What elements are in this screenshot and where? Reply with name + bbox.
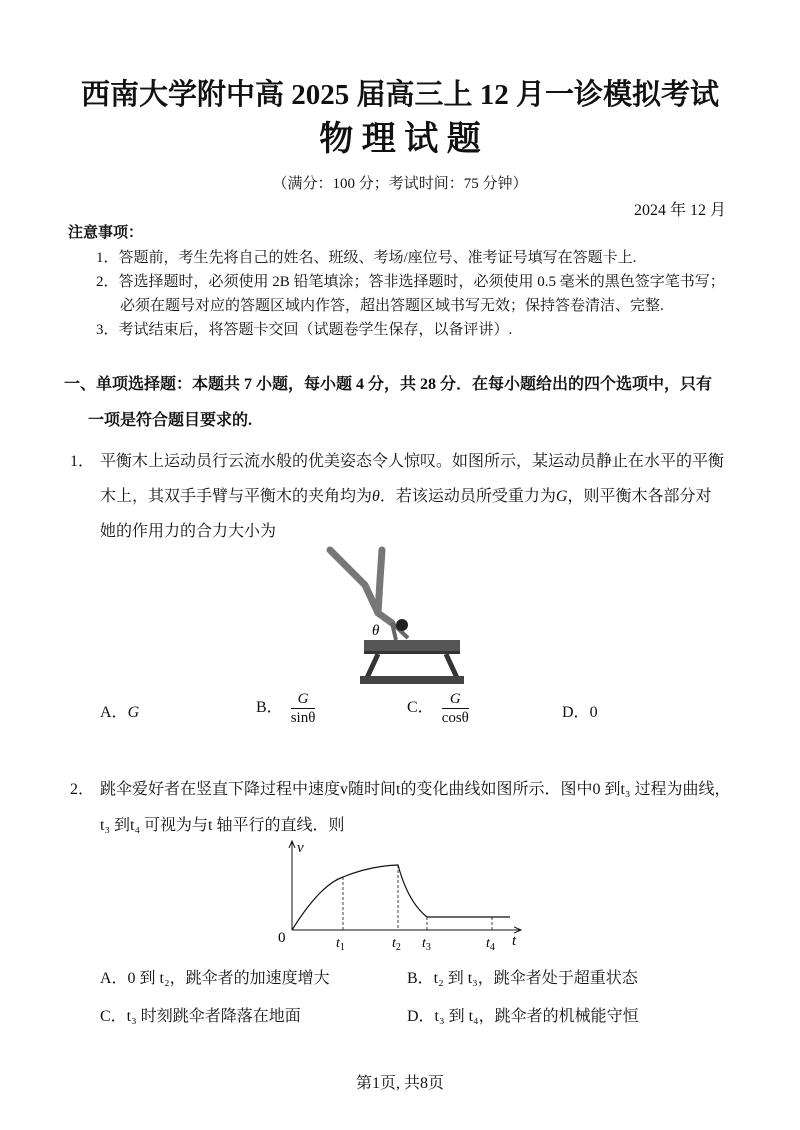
page-footer: 第1页, 共8页	[355, 1075, 444, 1092]
gymnast	[330, 550, 392, 623]
q1-text: 平衡木上运动员行云流水般的优美姿态令人惊叹。如图所示，某运动员静止在水平的平衡	[100, 453, 725, 470]
t4-label: $t_4$	[486, 936, 495, 953]
note-item: 2．答选择题时，必须使用 2B 铅笔填涂；答非选择题时，必须使用 0.5 毫米的黑色签字笔书写；	[96, 274, 725, 290]
t3-label: $t_3$	[422, 936, 431, 953]
notes-heading: 注意事项：	[68, 225, 144, 241]
q2-text: t₃ 到t₄ 可视为与t 轴平行的直线．则	[100, 817, 345, 834]
v-label: v	[297, 840, 304, 856]
gymnast-figure	[320, 545, 470, 690]
t2-label: $t_2$	[392, 936, 401, 953]
origin-label: 0	[278, 930, 286, 946]
q1-option-b[interactable]: B． $\frac{G}{\sin\theta}$	[256, 691, 316, 726]
q1-number: 1．	[70, 453, 95, 470]
q1-option-a[interactable]: A．G	[100, 704, 140, 721]
exam-title: 西南大学附中高 2025 届高三上 12 月一诊模拟考试	[80, 79, 719, 111]
balance-beam	[364, 640, 460, 651]
note-item: 3．考试结束后，将答题卡交回（试题卷学生保存，以备评讲）.	[96, 322, 513, 338]
note-item: 1．答题前，考生先将自己的姓名、班级、考场/座位号、准考证号填写在答题卡上.	[96, 250, 637, 266]
theta-label: θ	[372, 623, 380, 639]
q2-first-line	[70, 779, 730, 801]
velocity-curve	[292, 865, 510, 930]
velocity-time-graph	[270, 840, 530, 955]
q1-text: 木上，其双手手臂与平衡木的夹角均为θ．若该运动员所受重力为G，则平衡木各部分对	[100, 488, 712, 505]
note-item: 必须在题号对应的答题区域内作答，超出答题区域书写无效；保持答卷清洁、完整.	[120, 298, 664, 314]
subject-title: 物 理 试 题	[319, 121, 481, 158]
exam-date: 2024 年 12 月	[634, 202, 727, 219]
q1-text: 她的作用力的合力大小为	[100, 523, 277, 540]
t-label: t	[512, 933, 517, 949]
t1-label: $t_1$	[336, 936, 345, 953]
section-heading: 一、单项选择题：本题共 7 小题，每小题 4 分，共 28 分．在每小题给出的四个选项中，只有	[64, 376, 713, 393]
q1-first-line	[70, 451, 724, 473]
q2-option-d[interactable]: D．t₃ 到 t₄，跳伞者的机械能守恒	[407, 1008, 639, 1025]
q1-option-c[interactable]: C． $\frac{G}{\cos\theta}$	[407, 691, 469, 726]
q2-option-a[interactable]: A．0 到 t₂，跳伞者的加速度增大	[100, 970, 330, 987]
q2-text: 跳伞爱好者在竖直下降过程中速度v随时间t的变化曲线如图所示．图中0 到t₃ 过程为曲线，	[100, 781, 731, 798]
q2-option-b[interactable]: B．t₂ 到 t₃，跳伞者处于超重状态	[407, 970, 638, 987]
q2-option-c[interactable]: C．t₃ 时刻跳伞者降落在地面	[100, 1008, 301, 1025]
q1-option-d[interactable]: D．0	[562, 704, 598, 721]
exam-info: （满分：100 分；考试时间：75 分钟）	[272, 176, 528, 192]
q2-number: 2．	[70, 781, 95, 798]
section-heading-cont: 一项是符合题目要求的.	[88, 412, 253, 429]
